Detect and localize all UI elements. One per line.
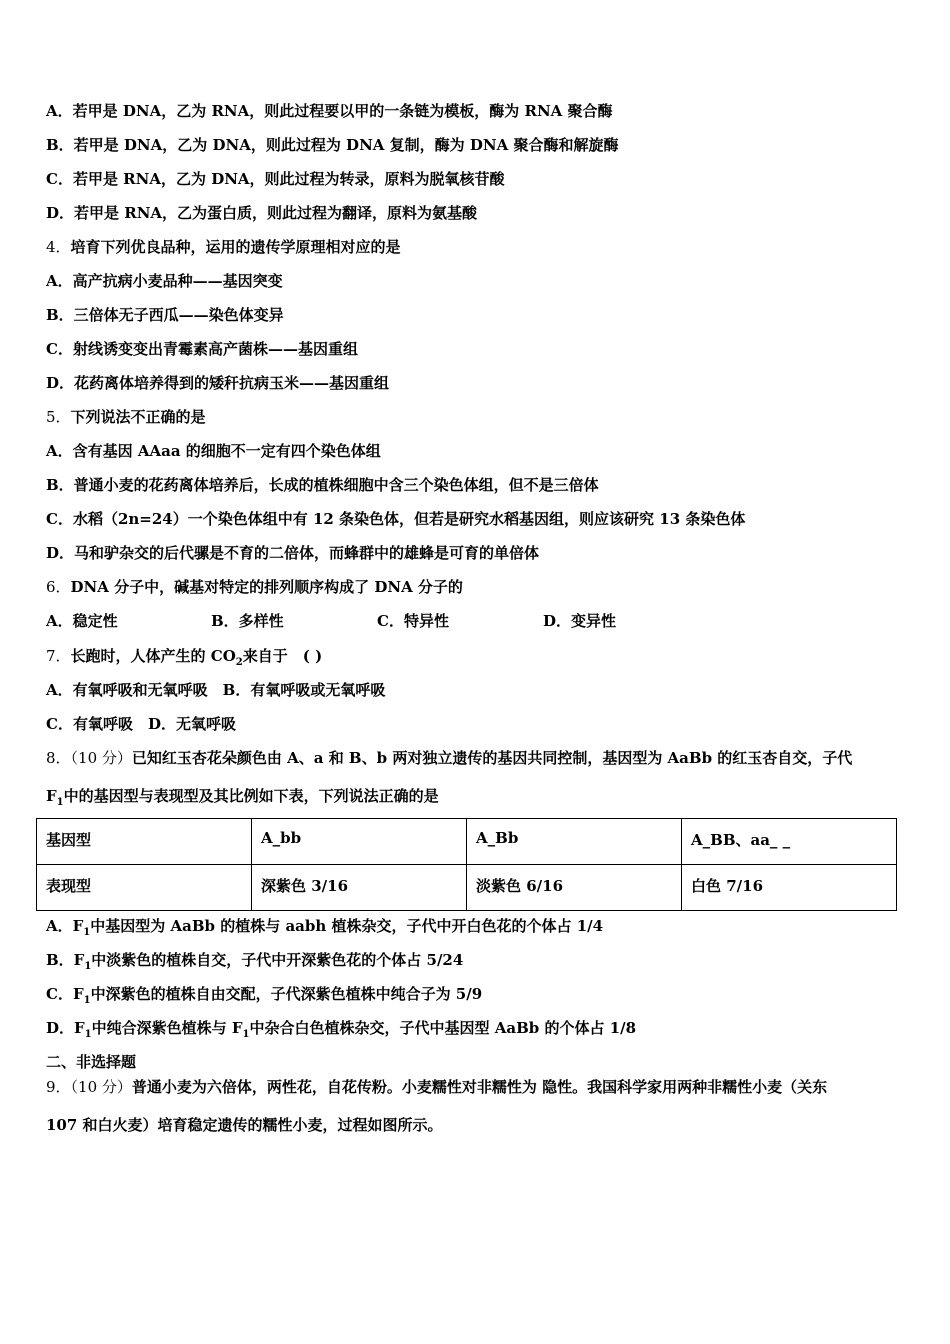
table-cell: 白色 7/16	[682, 865, 897, 911]
q3-option-d: D．若甲是 RNA，乙为蛋白质，则此过程为翻译，原料为氨基酸	[46, 204, 478, 222]
q5-option-d: D．马和驴杂交的后代骡是不育的二倍体，而蜂群中的雄蜂是可育的单倍体	[46, 544, 540, 562]
q8-option-d-pre: D．F	[46, 1019, 85, 1037]
q8-option-a	[46, 916, 603, 939]
section-heading: 二、非选择题	[46, 1053, 137, 1071]
q8-f-label: F	[46, 787, 57, 805]
q9-score: （10 分）	[70, 1078, 132, 1096]
q5-option-c: C．水稻（2n=24）一个染色体组中有 12 条染色体，但若是研究水稻基因组，则应该研究 13 条染色体	[46, 510, 746, 528]
table-cell: 淡紫色 6/16	[467, 865, 682, 911]
q3-option-c: C．若甲是 RNA，乙为 DNA，则此过程为转录，原料为脱氧核苷酸	[46, 170, 505, 188]
q8-stem-line1	[46, 748, 852, 768]
q7-stem-post: 来自于 ( )	[242, 647, 323, 665]
q8-score: （10 分）	[70, 749, 132, 767]
q4-stem	[46, 237, 401, 257]
q6-option-a: A．稳定性	[46, 612, 118, 630]
q6-options	[46, 611, 616, 631]
q8-option-b-post: 中淡紫色的植株自交，子代中开深紫色花的个体占 5/24	[91, 951, 464, 969]
q9-stem-line2: 107 和白火麦）培育稳定遗传的糯性小麦，过程如图所示。	[46, 1116, 443, 1134]
q8-stem-line2	[46, 786, 439, 809]
q5-number: 5．	[46, 408, 71, 426]
q7-stem-pre: 长跑时，人体产生的 CO	[70, 647, 236, 665]
q6-option-c: C．特异性	[377, 612, 449, 630]
q8-option-a-pre: A．F	[46, 917, 84, 935]
q8-option-b-sub: 1	[84, 961, 92, 972]
q7-options-line2: C．有氧呼吸 D．无氧呼吸	[46, 715, 236, 733]
q5-stem-text: 下列说法不正确的是	[70, 408, 206, 426]
q7-options-line1: A．有氧呼吸和无氧呼吸 B．有氧呼吸或无氧呼吸	[46, 681, 386, 699]
q8-option-d-post2: 中杂合白色植株杂交，子代中基因型 AaBb 的个体占 1/8	[249, 1019, 637, 1037]
q4-stem-text: 培育下列优良品种，运用的遗传学原理相对应的是	[70, 238, 401, 256]
table-cell: 深紫色 3/16	[252, 865, 467, 911]
q9-stem-line1	[46, 1077, 827, 1097]
q7-number: 7．	[46, 647, 71, 665]
genotype-phenotype-table	[36, 818, 897, 911]
q4-option-d: D．花药离体培养得到的矮秆抗病玉米——基因重组	[46, 374, 390, 392]
q5-stem	[46, 407, 206, 427]
q6-option-d: D．变异性	[543, 612, 617, 630]
q4-option-c: C．射线诱变变出青霉素高产菌株——基因重组	[46, 340, 358, 358]
table-cell: 基因型	[37, 819, 252, 865]
q8-option-a-sub: 1	[83, 927, 91, 938]
q8-stem-text-2: 中的基因型与表现型及其比例如下表，下列说法正确的是	[63, 787, 439, 805]
q8-option-d-sub: 1	[84, 1029, 92, 1040]
q8-option-b	[46, 950, 463, 973]
q9-number: 9．	[46, 1078, 71, 1096]
q3-option-b: B．若甲是 DNA，乙为 DNA，则此过程为 DNA 复制，酶为 DNA 聚合酶和解旋酶	[46, 136, 619, 154]
table-cell: A_Bb	[467, 819, 682, 865]
q9-stem-text-1: 普通小麦为六倍体，两性花，自花传粉。小麦糯性对非糯性为 隐性。我国科学家用两种非糯性小麦（关东	[131, 1078, 828, 1096]
q8-option-d-post: 中纯合深紫色植株与 F	[91, 1019, 243, 1037]
q8-stem-text-1: 已知红玉杏花朵颜色由 A、a 和 B、b 两对独立遗传的基因共同控制，基因型为 AaBb 的红玉杏自交，子代	[131, 749, 853, 767]
q8-option-a-post: 中基因型为 AaBb 的植株与 aabh 植株杂交，子代中开白色花的个体占 1/4	[90, 917, 604, 935]
q8-option-c-post: 中深紫色的植株自由交配，子代深紫色植株中纯合子为 5/9	[90, 985, 483, 1003]
q8-option-d-sub2: 1	[242, 1029, 250, 1040]
q8-option-c	[46, 984, 482, 1007]
q3-option-a: A．若甲是 DNA，乙为 RNA，则此过程要以甲的一条链为模板，酶为 RNA 聚合酶	[46, 102, 613, 120]
q8-option-c-pre: C．F	[46, 985, 84, 1003]
q8-option-b-pre: B．F	[46, 951, 85, 969]
table-row	[37, 819, 897, 865]
q7-subscript: 2	[235, 657, 243, 668]
q5-option-a: A．含有基因 AAaa 的细胞不一定有四个染色体组	[46, 442, 381, 460]
q4-option-a: A．高产抗病小麦品种——基因突变	[46, 272, 283, 290]
table-cell: A_bb	[252, 819, 467, 865]
q6-option-b: B．多样性	[211, 612, 284, 630]
table-cell: A_BB、aa_ _	[682, 819, 897, 865]
q8-number: 8．	[46, 749, 71, 767]
q6-stem-text: DNA 分子中，碱基对特定的排列顺序构成了 DNA 分子的	[70, 578, 463, 596]
q4-option-b: B．三倍体无子西瓜——染色体变异	[46, 306, 284, 324]
q7-stem	[46, 646, 322, 669]
q8-option-c-sub: 1	[83, 995, 91, 1006]
table-cell: 表现型	[37, 865, 252, 911]
q6-number: 6．	[46, 578, 71, 596]
q5-option-b: B．普通小麦的花药离体培养后，长成的植株细胞中含三个染色体组，但不是三倍体	[46, 476, 599, 494]
q4-number: 4．	[46, 238, 71, 256]
q6-stem	[46, 577, 463, 597]
q8-f-subscript: 1	[56, 797, 64, 808]
table-row	[37, 865, 897, 911]
q8-option-d	[46, 1018, 636, 1041]
